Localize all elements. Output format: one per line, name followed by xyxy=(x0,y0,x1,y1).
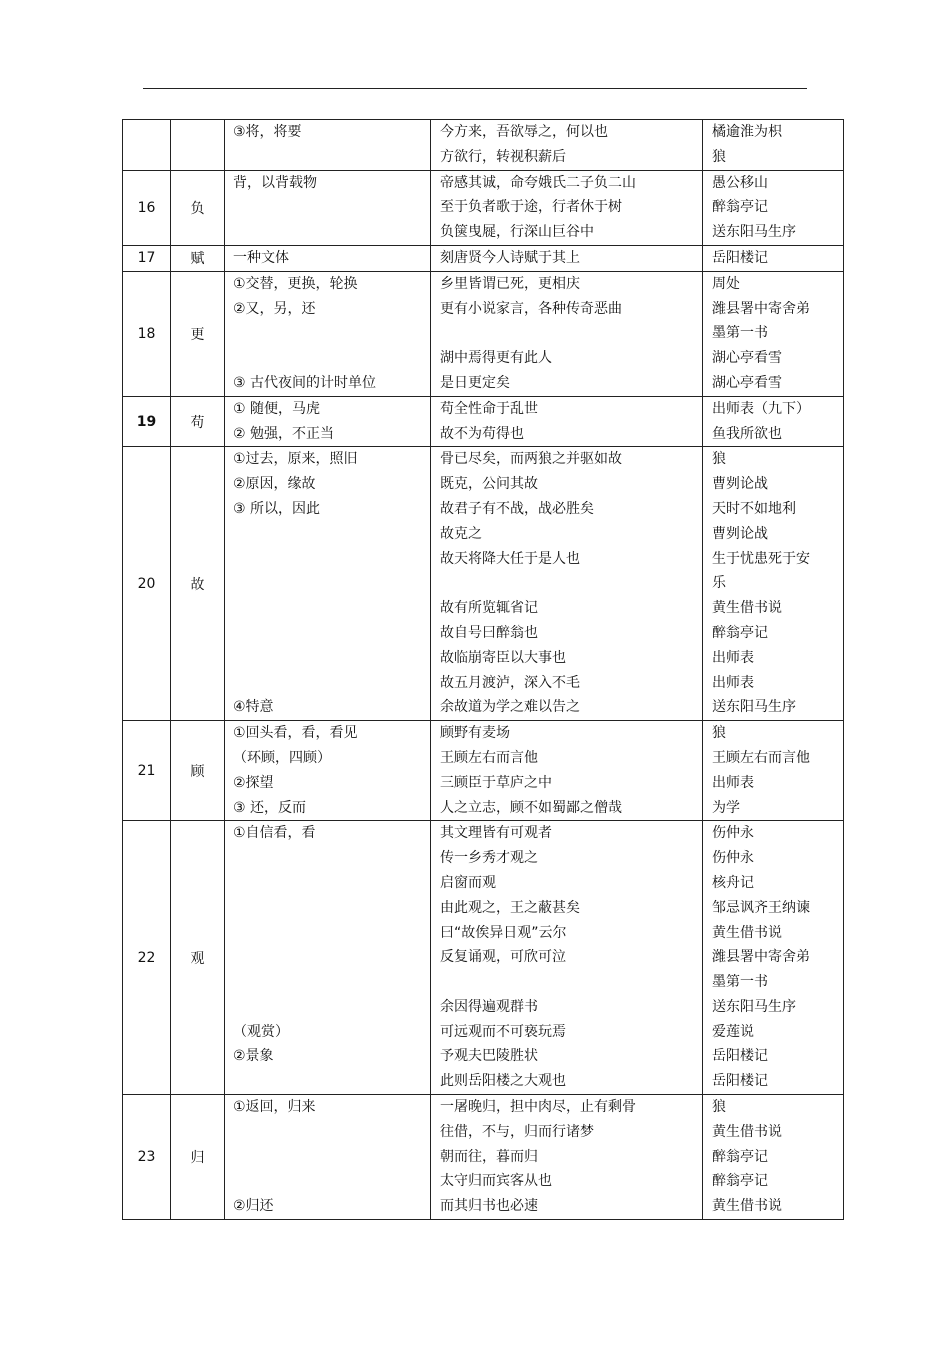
entry-sources-cell xyxy=(703,396,844,447)
example-sentence: 由此观之，王之蔽甚矣 xyxy=(440,899,580,916)
entry-character xyxy=(171,120,225,171)
sense-line: ①交替，更换，轮换 xyxy=(233,275,358,292)
entry-senses-cell xyxy=(225,120,431,171)
example-sentence: 余故道为学之难以告之 xyxy=(440,699,580,716)
entry-examples-cell xyxy=(431,245,703,271)
entry-character: 负 xyxy=(171,170,225,245)
vocab-entry-row xyxy=(123,271,844,396)
vocab-entry-row xyxy=(123,1095,844,1220)
source-text: 醉翁亭记 xyxy=(712,199,768,216)
entry-examples-cell xyxy=(431,170,703,245)
source-text: 黄生借书说 xyxy=(712,600,782,617)
example-sentence: 此则岳阳楼之大观也 xyxy=(440,1073,566,1090)
entry-character: 观 xyxy=(171,821,225,1095)
entry-senses-cell xyxy=(225,447,431,721)
example-sentence: 故临崩寄臣以大事也 xyxy=(440,649,566,666)
example-sentence: 故君子有不战，战必胜矣 xyxy=(440,500,594,517)
source-text: 墨第一书 xyxy=(712,325,768,342)
sense-line: ② 勉强，不正当 xyxy=(233,425,335,442)
sense-line: ③ 古代夜间的计时单位 xyxy=(233,374,377,391)
example-sentence: 乡里皆谓已死，更相庆 xyxy=(440,275,580,292)
sense-line xyxy=(225,846,430,871)
source-text: 送东阳马生序 xyxy=(712,699,796,716)
source-text: 狼 xyxy=(712,148,726,165)
classical-chinese-vocab-table xyxy=(122,119,844,1220)
example-sentence: 而其归书也必速 xyxy=(440,1198,538,1215)
example-sentence: 故不为苟得也 xyxy=(440,425,524,442)
source-text: 墨第一书 xyxy=(712,974,768,991)
entry-sources-cell xyxy=(703,721,844,821)
sense-line xyxy=(225,522,430,547)
source-text: 橘逾淮为枳 xyxy=(712,124,782,140)
entry-character: 赋 xyxy=(171,245,225,271)
source-text: 送东阳马生序 xyxy=(712,224,796,241)
sense-line xyxy=(225,571,430,596)
example-sentence: 湖中焉得更有此人 xyxy=(440,350,552,367)
sense-line xyxy=(225,646,430,671)
example-sentence: 骨已尽矣，而两狼之并驱如故 xyxy=(440,451,622,468)
sense-line xyxy=(225,945,430,970)
source-text: 岳阳楼记 xyxy=(712,249,768,266)
vocab-entry-row xyxy=(123,120,844,171)
sense-line: （环顾，四顾） xyxy=(233,749,331,766)
source-text: 湖心亭看雪 xyxy=(712,374,782,391)
source-text: 黄生借书说 xyxy=(712,1123,782,1140)
sense-line: ①回头看，看，看见 xyxy=(233,725,358,742)
example-sentence: 传一乡秀才观之 xyxy=(440,850,538,867)
entry-number: 22 xyxy=(123,821,171,1095)
vocab-entry-row xyxy=(123,396,844,447)
example-sentence: 苟全性命于乱世 xyxy=(440,400,538,417)
entry-number: 16 xyxy=(123,170,171,245)
entry-senses-cell xyxy=(225,271,431,396)
sense-line xyxy=(225,145,430,170)
sense-line xyxy=(225,195,430,220)
entry-senses-cell xyxy=(225,245,431,271)
source-text: 爱莲说 xyxy=(712,1023,754,1040)
example-sentence: 人之立志，顾不如蜀鄙之僧哉 xyxy=(440,799,622,816)
entry-senses-cell xyxy=(225,721,431,821)
source-text: 曹刿论战 xyxy=(712,476,768,493)
header-rule xyxy=(143,88,807,89)
example-sentence: 更有小说家言，各种传奇恶曲 xyxy=(440,300,622,317)
sense-line: ②又，另，还 xyxy=(233,300,316,317)
example-sentence: 三顾臣于草庐之中 xyxy=(440,774,552,791)
example-sentence: 启窗而观 xyxy=(440,874,496,891)
entry-examples-cell xyxy=(431,396,703,447)
entry-sources-cell xyxy=(703,271,844,396)
sense-line: ②探望 xyxy=(233,774,274,791)
example-sentence: 曰“故俟异日观”云尔 xyxy=(440,924,567,941)
sense-line xyxy=(225,1120,430,1145)
entry-character: 归 xyxy=(171,1095,225,1220)
entry-number: 17 xyxy=(123,245,171,271)
vocab-entry-row xyxy=(123,170,844,245)
entry-sources-cell xyxy=(703,170,844,245)
source-text: 生于忧患死于安 xyxy=(712,550,810,567)
entry-character: 故 xyxy=(171,447,225,721)
example-sentence: 今方来，吾欲辱之，何以也 xyxy=(440,124,608,140)
vocab-entry-row xyxy=(123,821,844,1095)
sense-line xyxy=(225,220,430,245)
sense-line xyxy=(225,321,430,346)
source-text: 岳阳楼记 xyxy=(712,1073,768,1090)
sense-line xyxy=(225,621,430,646)
source-text: 伤仲永 xyxy=(712,825,754,842)
entry-senses-cell xyxy=(225,1095,431,1220)
entry-number: 20 xyxy=(123,447,171,721)
sense-line xyxy=(225,596,430,621)
source-text: 醉翁亭记 xyxy=(712,624,768,641)
sense-line: ③ 所以，因此 xyxy=(233,500,321,517)
source-text: 湖心亭看雪 xyxy=(712,350,782,367)
entry-sources-cell xyxy=(703,120,844,171)
example-sentence: 帝感其诚，命夸娥氏二子负二山 xyxy=(440,174,636,191)
example-sentence: 其文理皆有可观者 xyxy=(440,825,552,842)
sense-line xyxy=(225,547,430,572)
source-text: 乐 xyxy=(712,575,726,592)
entry-character: 顾 xyxy=(171,721,225,821)
source-text: 出师表 xyxy=(712,649,754,666)
sense-line xyxy=(225,896,430,921)
source-text: 愚公移山 xyxy=(712,174,768,191)
source-text: 潍县署中寄舍弟 xyxy=(712,300,810,317)
entry-number: 23 xyxy=(123,1095,171,1220)
vocab-entry-row xyxy=(123,721,844,821)
example-sentence: 予观夫巴陵胜状 xyxy=(440,1048,538,1065)
entry-character: 苟 xyxy=(171,396,225,447)
source-text: 潍县署中寄舍弟 xyxy=(712,949,810,966)
example-sentence: 是日更定矣 xyxy=(440,374,510,391)
entry-examples-cell xyxy=(431,821,703,1095)
sense-line: ①过去，原来，照旧 xyxy=(233,451,358,468)
vocab-entry-row xyxy=(123,447,844,721)
source-text: 周处 xyxy=(712,275,740,292)
sense-line: ① 随便，马虎 xyxy=(233,400,321,417)
example-sentence xyxy=(431,321,702,346)
entry-number: 19 xyxy=(123,396,171,447)
entry-examples-cell xyxy=(431,271,703,396)
example-sentence: 太守归而宾客从也 xyxy=(440,1173,552,1190)
entry-number xyxy=(123,120,171,171)
source-text: 邹忌讽齐王纳谏 xyxy=(712,899,810,916)
source-text: 出师表 xyxy=(712,674,754,691)
sense-line xyxy=(225,346,430,371)
example-sentence: 反复诵观，可欣可泣 xyxy=(440,949,566,966)
sense-line: （观赏） xyxy=(233,1023,289,1040)
entry-sources-cell xyxy=(703,447,844,721)
sense-line xyxy=(225,671,430,696)
sense-line: ③ 还，反而 xyxy=(233,799,307,816)
example-sentence xyxy=(431,571,702,596)
source-text: 王顾左右而言他 xyxy=(712,749,810,766)
example-sentence: 往借，不与，归而行诸梦 xyxy=(440,1123,594,1140)
sense-line: ①自信看，看 xyxy=(233,825,316,842)
entry-examples-cell xyxy=(431,447,703,721)
sense-line xyxy=(225,921,430,946)
sense-line xyxy=(225,1169,430,1194)
source-text: 狼 xyxy=(712,1099,726,1116)
entry-senses-cell xyxy=(225,821,431,1095)
sense-line xyxy=(225,871,430,896)
entry-number: 21 xyxy=(123,721,171,821)
source-text: 黄生借书说 xyxy=(712,1198,782,1215)
sense-line xyxy=(225,970,430,995)
entry-examples-cell xyxy=(431,120,703,171)
example-sentence: 顾野有麦场 xyxy=(440,725,510,742)
sense-line: ④特意 xyxy=(233,699,274,716)
vocab-entry-row xyxy=(123,245,844,271)
source-text: 岳阳楼记 xyxy=(712,1048,768,1065)
source-text: 黄生借书说 xyxy=(712,924,782,941)
example-sentence: 故天将降大任于是人也 xyxy=(440,550,580,567)
entry-number: 18 xyxy=(123,271,171,396)
source-text: 天时不如地利 xyxy=(712,500,796,517)
sense-line xyxy=(225,1145,430,1170)
example-sentence: 故自号曰醉翁也 xyxy=(440,624,538,641)
sense-line xyxy=(225,1069,430,1094)
example-sentence xyxy=(431,970,702,995)
example-sentence: 余因得遍观群书 xyxy=(440,998,538,1015)
sense-line: ①返回，归来 xyxy=(233,1099,316,1116)
source-text: 为学 xyxy=(712,799,740,816)
example-sentence: 故克之 xyxy=(440,525,482,542)
source-text: 醉翁亭记 xyxy=(712,1148,768,1165)
source-text: 出师表（九下） xyxy=(712,400,810,417)
entry-sources-cell xyxy=(703,245,844,271)
entry-senses-cell xyxy=(225,170,431,245)
vocab-table-body xyxy=(123,120,844,1220)
example-sentence: 可远观而不可亵玩焉 xyxy=(440,1023,566,1040)
example-sentence: 故五月渡泸，深入不毛 xyxy=(440,674,580,691)
example-sentence: 故有所览辄省记 xyxy=(440,600,538,617)
example-sentence: 方欲行，转视积薪后 xyxy=(440,148,566,165)
source-text: 鱼我所欲也 xyxy=(712,425,782,442)
source-text: 核舟记 xyxy=(712,874,754,891)
source-text: 出师表 xyxy=(712,774,754,791)
entry-sources-cell xyxy=(703,1095,844,1220)
sense-line: 背，以背载物 xyxy=(233,174,317,191)
example-sentence: 至于负者歌于途，行者休于树 xyxy=(440,199,622,216)
sense-line: ②景象 xyxy=(233,1048,274,1065)
sense-line xyxy=(225,995,430,1020)
example-sentence: 王顾左右而言他 xyxy=(440,749,538,766)
source-text: 醉翁亭记 xyxy=(712,1173,768,1190)
example-sentence: 负箧曳屣，行深山巨谷中 xyxy=(440,224,594,241)
example-sentence: 一屠晚归，担中肉尽，止有剩骨 xyxy=(440,1099,636,1116)
sense-line: 一种文体 xyxy=(233,249,289,266)
example-sentence: 朝而往，暮而归 xyxy=(440,1148,538,1165)
sense-line: ③将，将要 xyxy=(233,124,302,140)
example-sentence: 既克，公问其故 xyxy=(440,476,538,493)
entry-character: 更 xyxy=(171,271,225,396)
entry-sources-cell xyxy=(703,821,844,1095)
sense-line: ②原因，缘故 xyxy=(233,476,316,493)
source-text: 伤仲永 xyxy=(712,850,754,867)
sense-line: ②归还 xyxy=(233,1198,274,1215)
source-text: 狼 xyxy=(712,451,726,468)
source-text: 曹刿论战 xyxy=(712,525,768,542)
entry-examples-cell xyxy=(431,721,703,821)
source-text: 狼 xyxy=(712,725,726,742)
source-text: 送东阳马生序 xyxy=(712,998,796,1015)
example-sentence: 刻唐贤今人诗赋于其上 xyxy=(440,249,580,266)
entry-senses-cell xyxy=(225,396,431,447)
entry-examples-cell xyxy=(431,1095,703,1220)
